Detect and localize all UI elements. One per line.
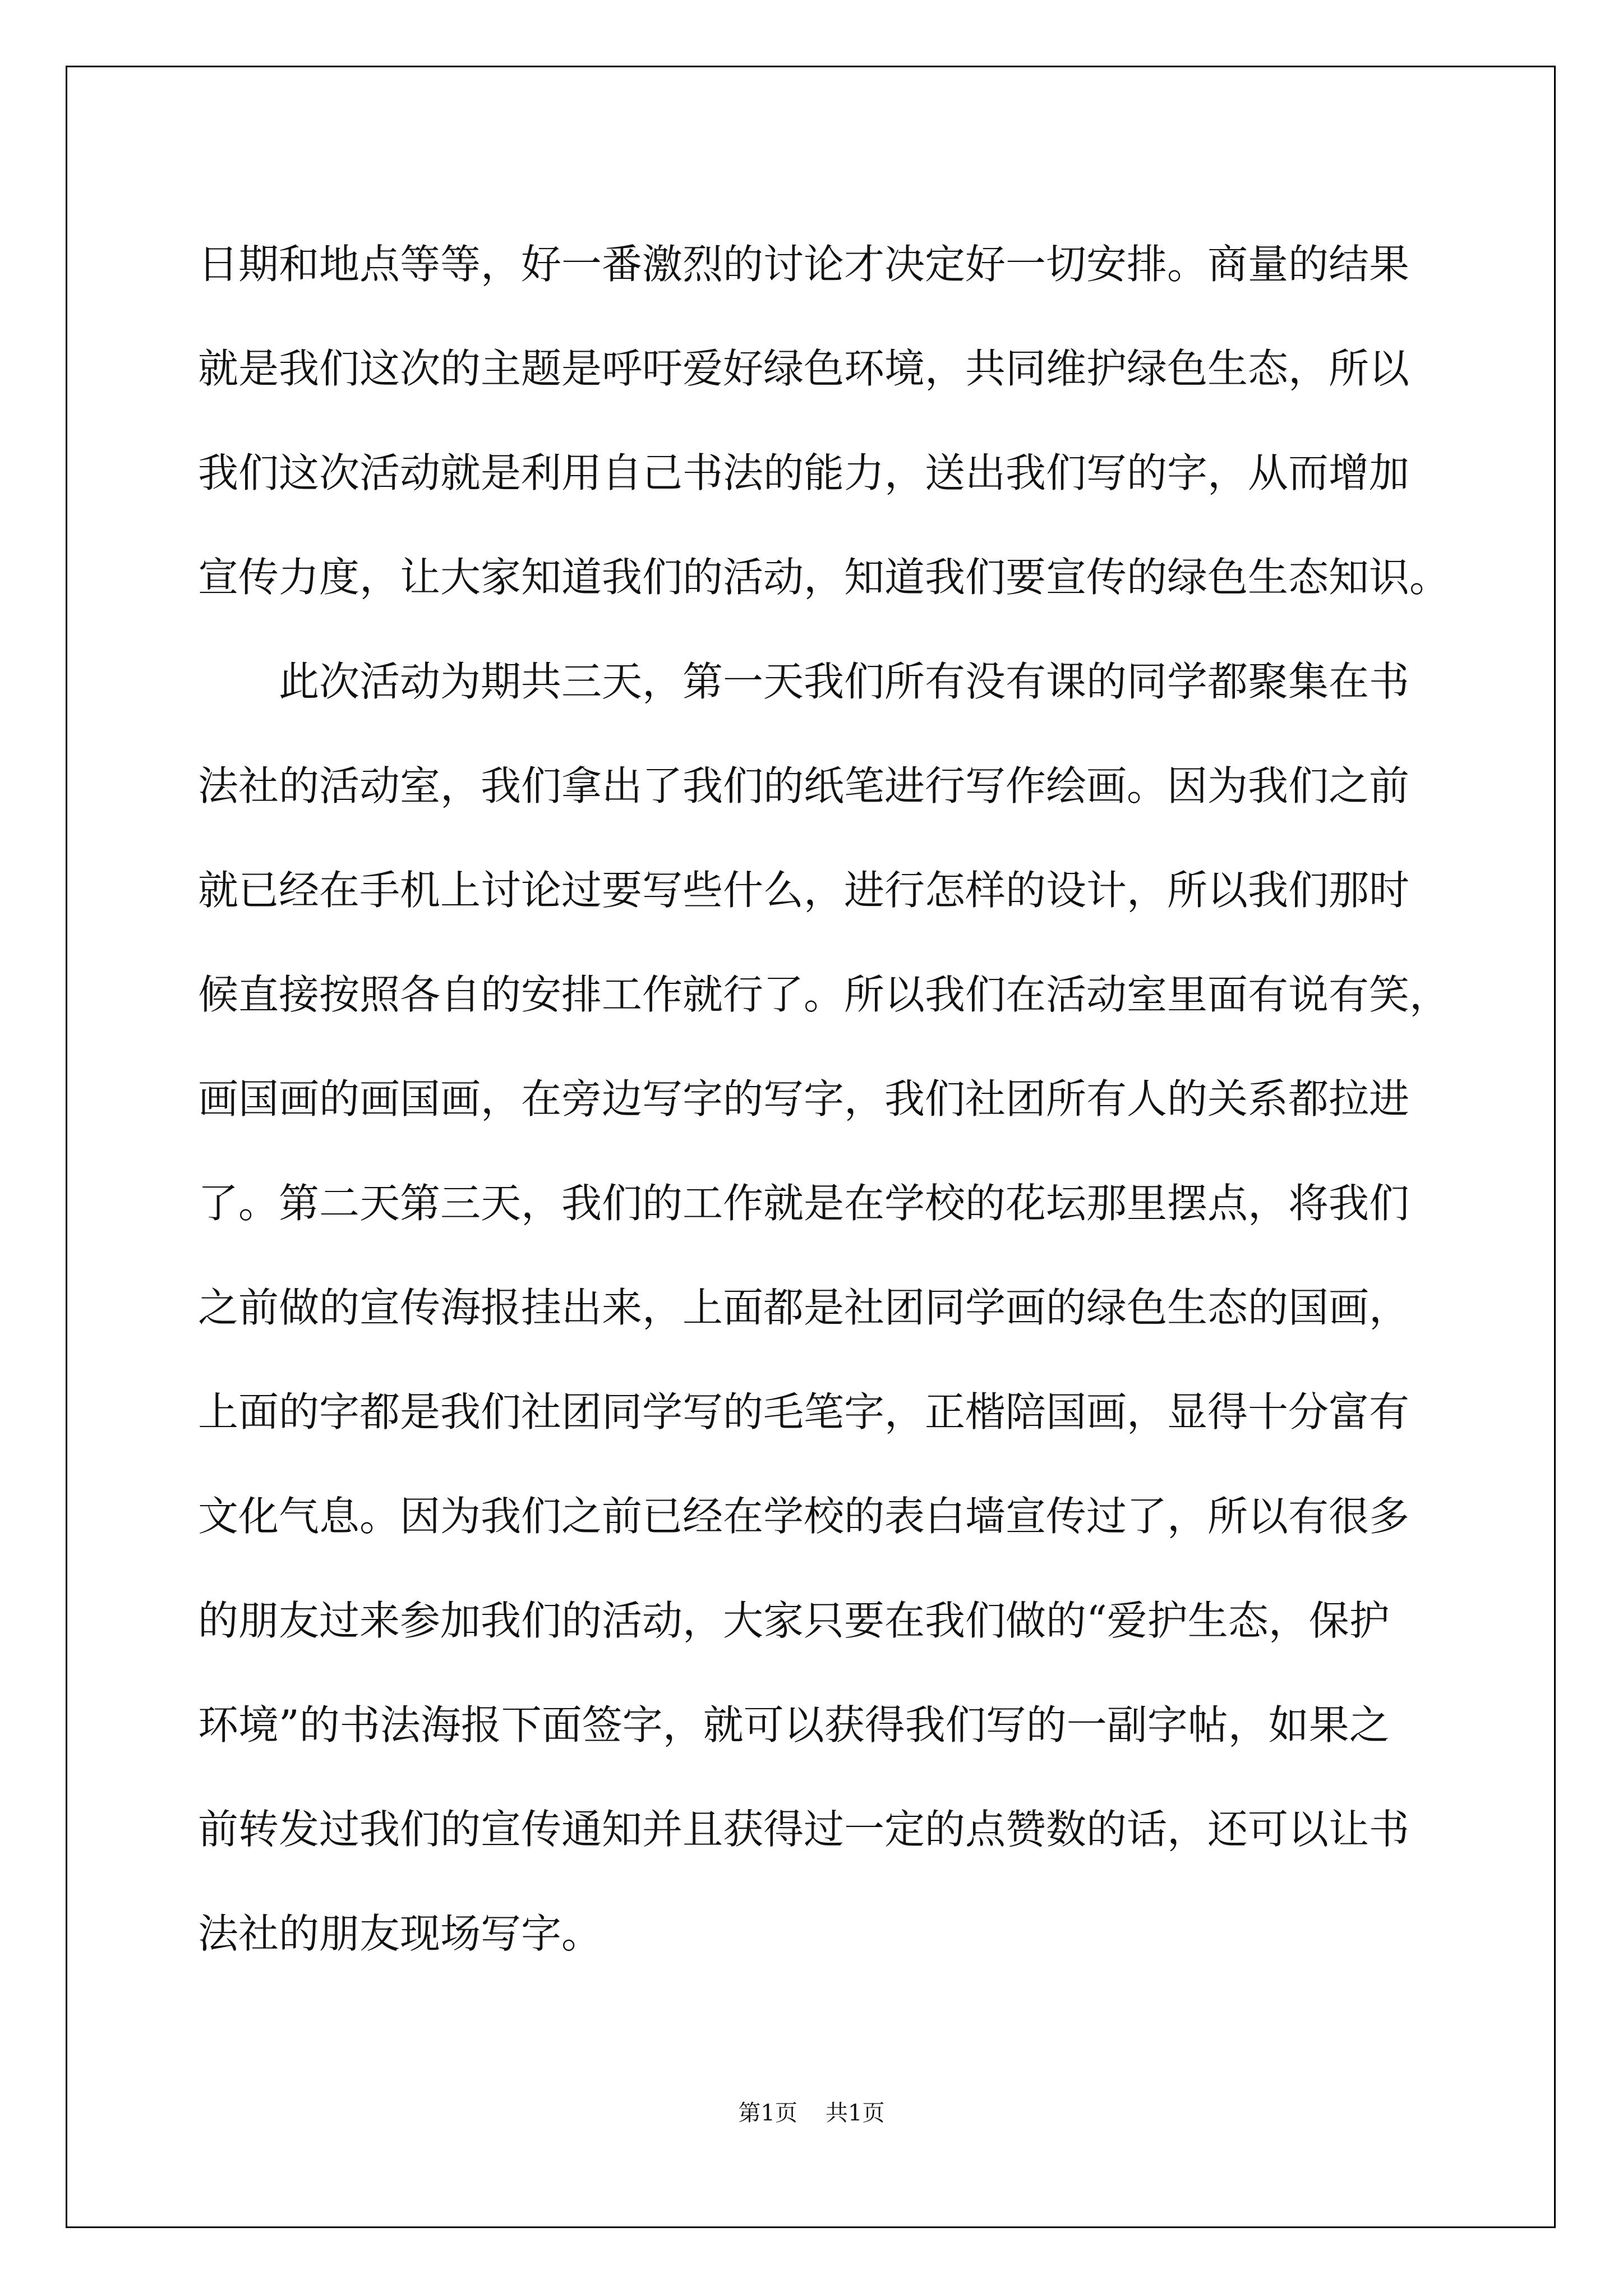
text-line-17: 法社的朋友现场写字。	[198, 1910, 602, 1957]
text-line-3: 我们这次活动就是利用自己书法的能力，送出我们写的字，从而增加	[198, 449, 1410, 496]
document-body	[198, 212, 1450, 1986]
text-line-13: 文化气息。因为我们之前已经在学校的表白墙宣传过了，所以有很多	[198, 1493, 1410, 1540]
text-line-15: 环境”的书法海报下面签字，就可以获得我们写的一副字帖，如果之	[198, 1701, 1390, 1749]
text-line-10: 了。第二天第三天，我们的工作就是在学校的花坛那里摆点，将我们	[198, 1180, 1410, 1227]
page-total: 共1页	[826, 2100, 885, 2126]
page-footer	[0, 2095, 1623, 2127]
text-line-6: 法社的活动室，我们拿出了我们的纸笔进行写作绘画。因为我们之前	[198, 762, 1410, 809]
text-line-12: 上面的字都是我们社团同学写的毛笔字，正楷陪国画，显得十分富有	[198, 1388, 1410, 1435]
text-line-8: 候直接按照各自的安排工作就行了。所以我们在活动室里面有说有笑，	[198, 971, 1450, 1018]
text-line-16: 前转发过我们的宣传通知并且获得过一定的点赞数的话，还可以让书	[198, 1806, 1410, 1853]
text-line-7: 就已经在手机上讨论过要写些什么，进行怎样的设计，所以我们那时	[198, 867, 1410, 914]
text-line-1: 日期和地点等等，好一番激烈的讨论才决定好一切安排。商量的结果	[198, 241, 1410, 288]
text-line-5: 此次活动为期共三天，第一天我们所有没有课的同学都聚集在书	[198, 658, 1410, 705]
text-line-4: 宣传力度，让大家知道我们的活动，知道我们要宣传的绿色生态知识。	[198, 554, 1450, 601]
text-line-14: 的朋友过来参加我们的活动，大家只要在我们做的“爱护生态，保护	[198, 1597, 1390, 1644]
text-line-11: 之前做的宣传海报挂出来，上面都是社团同学画的绿色生态的国画，	[198, 1284, 1410, 1331]
page-number: 第1页	[738, 2100, 797, 2126]
text-line-9: 画国画的画国画，在旁边写字的写字，我们社团所有人的关系都拉进	[198, 1075, 1410, 1122]
text-line-2: 就是我们这次的主题是呼吁爱好绿色环境，共同维护绿色生态，所以	[198, 345, 1410, 392]
